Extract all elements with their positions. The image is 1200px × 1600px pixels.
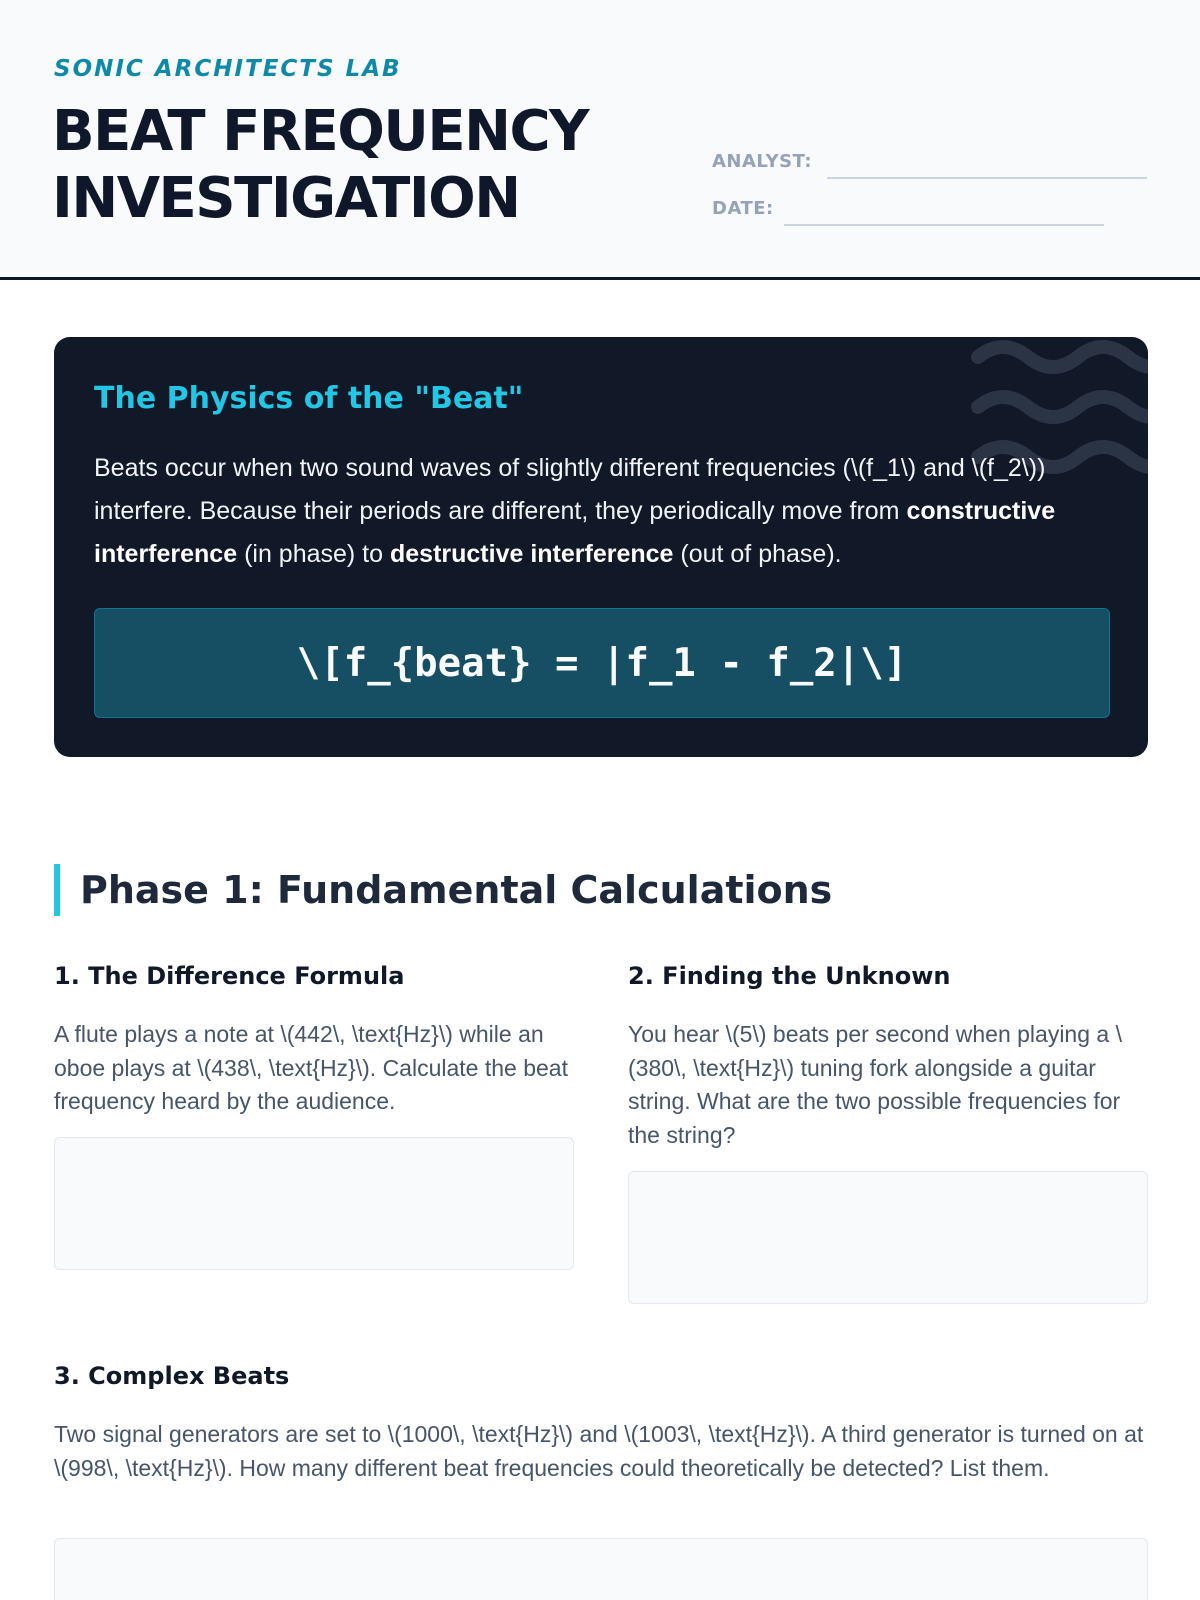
physics-info-panel [54,337,1148,757]
section-title: Phase 1: Fundamental Calculations [80,868,833,912]
constructive-term: constructive interference [94,497,1056,568]
section-accent-bar [54,864,60,916]
physics-title: The Physics of the "Beat" [94,381,524,416]
description-text: (in phase) to [237,540,390,568]
date-field[interactable] [784,224,1104,226]
question-1-title: 1. The Difference Formula [54,962,405,990]
description-text: Beats occur when two sound waves of slightly different frequencies (\(f_1\) and \(f_2\)) interfere. Because their periods are different, they periodically move from [94,454,1046,525]
question-3-answer-box[interactable] [54,1538,1148,1600]
question-3-text: Two signal generators are set to \(1000\, \text{Hz}\) and \(1003\, \text{Hz}\). A third generator is turned on at \(998\, \text{Hz}\). How many different beat frequencies could theoretically be detected? List them. [54,1421,1144,1481]
question-2-text: You hear \(5\) beats per second when playing a \(380\, \text{Hz}\) tuning fork alongside a guitar string. What are the two possible frequencies for the string? [628,1021,1122,1148]
destructive-term: destructive interference [389,540,674,568]
page-title [52,98,588,232]
question-1-answer-box[interactable] [54,1137,574,1270]
physics-description [94,447,1114,576]
lab-name: SONIC ARCHITECTS LAB [54,56,402,82]
analyst-label: ANALYST: [712,151,813,172]
beat-formula: \[f_{beat} = |f_1 - f_2|\] [94,608,1110,718]
question-2-answer-box[interactable] [628,1171,1148,1304]
title-line-2: INVESTIGATION [52,166,520,231]
title-line-1: BEAT FREQUENCY [52,99,589,164]
date-label: DATE: [712,198,774,219]
description-text: (out of phase). [673,540,842,568]
question-2-title: 2. Finding the Unknown [628,962,951,990]
worksheet-header [0,0,1200,280]
question-3-title: 3. Complex Beats [54,1362,290,1390]
question-1-text: A flute plays a note at \(442\, \text{Hz}\) while an oboe plays at \(438\, \text{Hz}\). Calculate the beat frequency heard by the audience. [54,1021,568,1114]
analyst-field[interactable] [827,177,1147,179]
